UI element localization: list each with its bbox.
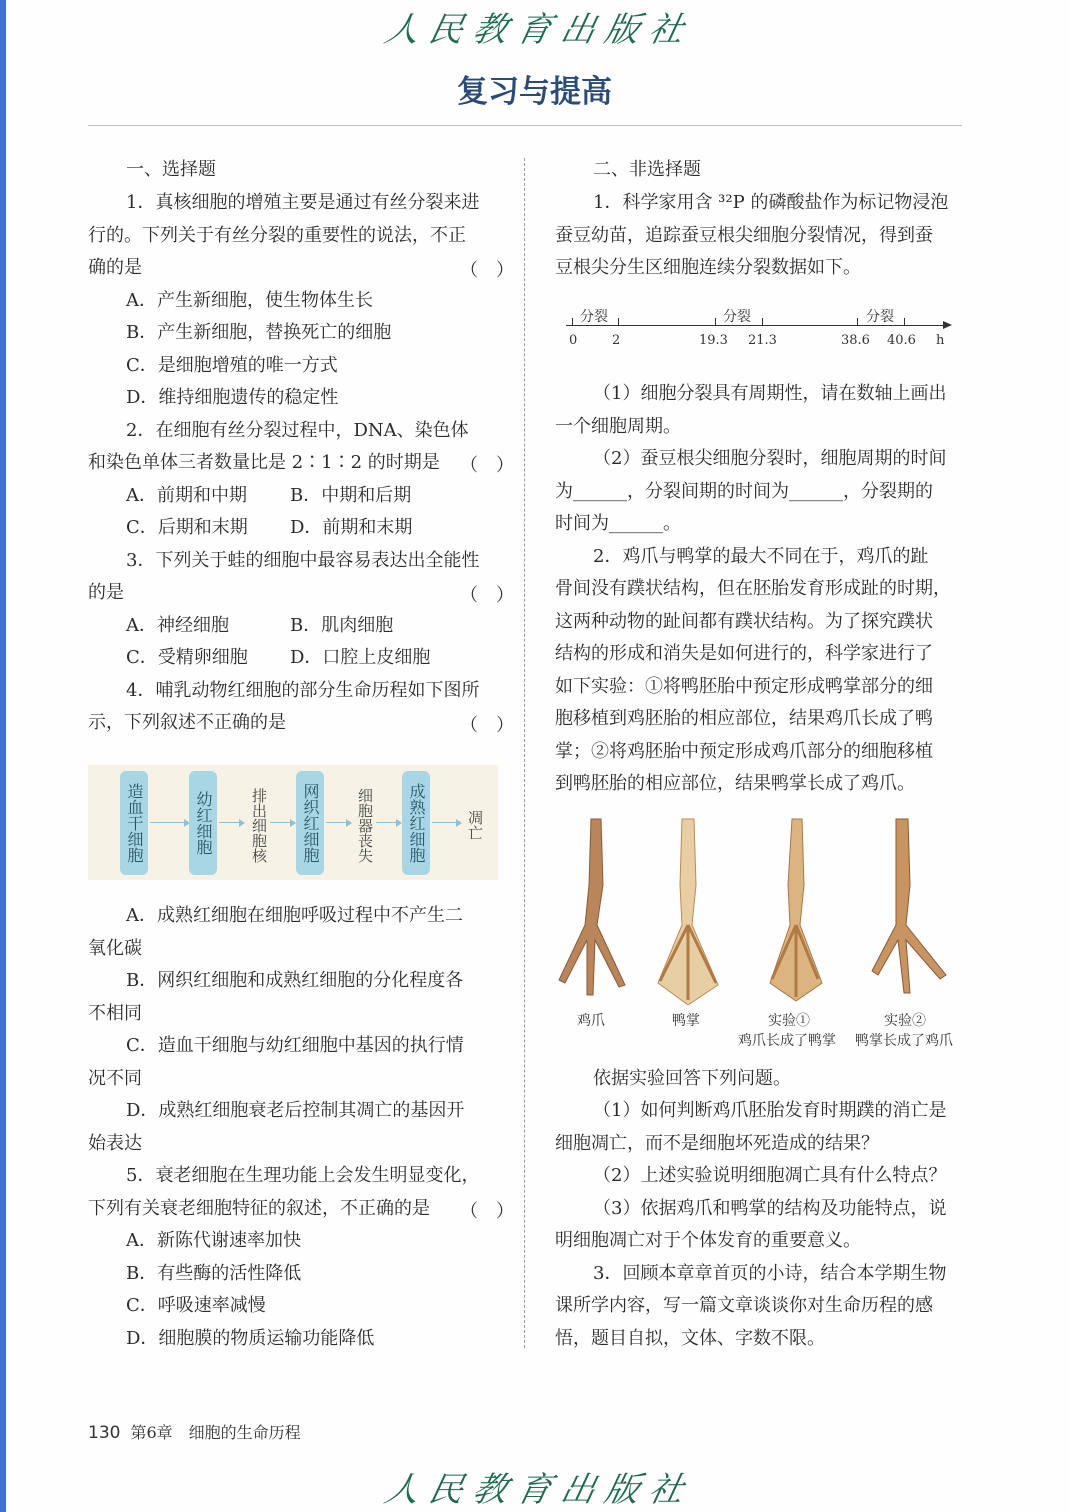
rq1-part: 一个细胞周期。 — [555, 416, 681, 437]
q3-text: 的是 — [88, 582, 124, 603]
page-title: 复习与提高 — [457, 74, 612, 110]
q5-text: 下列有关衰老细胞特征的叙述，不正确的是 — [88, 1198, 430, 1219]
flow-step-enucleation: 排出细胞核 — [250, 787, 268, 863]
tick-label: 21.3 — [748, 333, 777, 348]
tick-label: 2 — [612, 333, 621, 348]
option: D．维持细胞遗传的稳定性 — [126, 387, 339, 408]
caption-exp2: 实验② — [884, 1013, 926, 1029]
chicken-foot-image — [555, 815, 635, 1005]
rq1-text: 豆根尖分生区细胞连续分裂数据如下。 — [555, 257, 861, 278]
option: B．中期和后期 — [290, 485, 412, 506]
section-heading-nonchoice: 二、非选择题 — [593, 159, 701, 180]
q5-text: 5．衰老细胞在生理功能上会发生明显变化， — [126, 1165, 480, 1186]
page-footer — [88, 1420, 301, 1443]
rq1-part: （1）细胞分裂具有周期性，请在数轴上画出 — [593, 383, 947, 404]
caption-exp1: 实验① — [768, 1013, 810, 1029]
q1-text: 行的。下列关于有丝分裂的重要性的说法，不正 — [88, 225, 466, 246]
rq2-text: 2．鸡爪与鸭掌的最大不同在于，鸡爪的趾 — [593, 546, 929, 567]
flow-box-reticulocyte: 网织红细胞 — [296, 771, 324, 875]
publisher-logo-bottom: 人民教育出版社 — [381, 1470, 698, 1510]
option: D．口腔上皮细胞 — [290, 647, 431, 668]
segment-label: 分裂 — [723, 309, 751, 325]
option: A．前期和中期 — [126, 485, 247, 506]
segment-label: 分裂 — [866, 309, 894, 325]
option: 始表达 — [88, 1133, 142, 1154]
q3-text: 3．下列关于蛙的细胞中最容易表达出全能性 — [126, 550, 480, 571]
rq1-part: 时间为______。 — [555, 513, 681, 534]
option: C．呼吸速率减慢 — [126, 1295, 266, 1316]
rq3-text: 3．回顾本章章首页的小诗，结合本学期生物 — [593, 1263, 947, 1284]
rq1-part: 为______，分裂间期的时间为______，分裂期的 — [555, 481, 933, 502]
flow-step-organelle-loss: 细胞器丧失 — [356, 787, 374, 863]
rq2-text: 掌；②将鸡胚胎中预定形成鸡爪部分的细胞移植 — [555, 741, 933, 762]
option: B．产生新细胞，替换死亡的细胞 — [126, 322, 392, 343]
rq2-part: （3）依据鸡爪和鸭掌的结构及功能特点，说 — [593, 1198, 947, 1219]
option: B．肌肉细胞 — [290, 615, 394, 636]
q2-text: 2．在细胞有丝分裂过程中，DNA、染色体 — [126, 420, 469, 441]
duck-foot-image — [648, 815, 728, 1005]
timeline-tick — [857, 318, 858, 326]
q2-text: 和染色单体三者数量比是 2∶1∶2 的时期是 — [88, 452, 440, 473]
rq2-text: 如下实验：①将鸭胚胎中预定形成鸭掌部分的细 — [555, 676, 933, 697]
tick-label: 19.3 — [699, 333, 728, 348]
page-number: 130 — [88, 1423, 121, 1443]
flow-arrow — [376, 822, 400, 823]
rq2-part: 依据实验回答下列问题。 — [593, 1068, 791, 1089]
experiment2-foot-image — [870, 815, 950, 1005]
option: C．是细胞增殖的唯一方式 — [126, 355, 338, 376]
timeline-tick — [904, 318, 905, 326]
experiment1-foot-image — [756, 815, 836, 1005]
column-divider — [524, 158, 525, 1348]
tick-label: 40.6 — [887, 333, 916, 348]
rq3-text: 课所学内容，写一篇文章谈谈你对生命历程的感 — [555, 1295, 933, 1316]
flow-arrow — [432, 822, 460, 823]
rq2-part: 明细胞凋亡对于个体发育的重要意义。 — [555, 1230, 861, 1251]
answer-paren: （ ） — [460, 715, 514, 736]
rq2-text: 到鸭胚胎的相应部位，结果鸭掌长成了鸡爪。 — [555, 773, 915, 794]
q4-text: 示，下列叙述不正确的是 — [88, 712, 286, 733]
timeline-tick — [715, 318, 716, 326]
red-cell-flow-diagram — [88, 765, 498, 880]
timeline-tick — [762, 318, 763, 326]
q1-text: 确的是 — [88, 257, 142, 278]
answer-paren: （ ） — [460, 1201, 514, 1222]
option: 况不同 — [88, 1068, 142, 1089]
caption-exp1-result: 鸡爪长成了鸭掌 — [738, 1033, 836, 1049]
option: C．受精卵细胞 — [126, 647, 248, 668]
flow-arrow — [150, 822, 188, 823]
tick-label: 38.6 — [841, 333, 870, 348]
option: D．前期和末期 — [290, 517, 413, 538]
section-heading-choice: 一、选择题 — [126, 159, 216, 180]
rq1-text: 蚕豆幼苗，追踪蚕豆根尖细胞分裂情况，得到蚕 — [555, 225, 933, 246]
rq2-text: 结构的形成和消失是如何进行的，科学家进行了 — [555, 643, 933, 664]
answer-paren: （ ） — [460, 455, 514, 476]
option: B．网织红细胞和成熟红细胞的分化程度各 — [126, 970, 464, 991]
flow-box-erythroblast: 幼红细胞 — [189, 771, 217, 875]
flow-box-mature-rbc: 成熟红细胞 — [402, 771, 430, 875]
rq2-part: 细胞凋亡，而不是细胞坏死造成的结果？ — [555, 1133, 879, 1154]
flow-box-stem-cell: 造血干细胞 — [120, 771, 148, 875]
rq3-text: 悟，题目自拟，文体、字数不限。 — [555, 1328, 825, 1349]
rq1-text: 1．科学家用含 ³²P 的磷酸盐作为标记物浸泡 — [593, 192, 949, 213]
page-edge-bar — [0, 0, 6, 1512]
option: D．成熟红细胞衰老后控制其凋亡的基因开 — [126, 1100, 465, 1121]
option: C．后期和末期 — [126, 517, 248, 538]
rq2-part: （2）上述实验说明细胞凋亡具有什么特点？ — [593, 1165, 947, 1186]
answer-paren: （ ） — [460, 260, 514, 281]
timeline-tick — [572, 318, 573, 326]
title-divider — [88, 125, 962, 126]
flow-step-apoptosis: 凋亡 — [466, 810, 484, 840]
caption-chicken: 鸡爪 — [577, 1013, 605, 1029]
timeline-tick — [618, 318, 619, 326]
rq1-part: （2）蚕豆根尖细胞分裂时，细胞周期的时间 — [593, 448, 947, 469]
tick-label: 0 — [569, 333, 578, 348]
rq2-text: 这两种动物的趾间都有蹼状结构。为了探究蹼状 — [555, 611, 933, 632]
option: A．成熟红细胞在细胞呼吸过程中不产生二 — [126, 905, 463, 926]
tick-label: h — [936, 333, 945, 348]
segment-label: 分裂 — [580, 309, 608, 325]
rq2-text: 骨间没有蹼状结构，但在胚胎发育形成趾的时期， — [555, 578, 951, 599]
option: A．神经细胞 — [126, 615, 229, 636]
option: B．有些酶的活性降低 — [126, 1263, 302, 1284]
option: D．细胞膜的物质运输功能降低 — [126, 1328, 375, 1349]
q4-text: 4．哺乳动物红细胞的部分生命历程如下图所 — [126, 680, 480, 701]
q1-text: 1．真核细胞的增殖主要是通过有丝分裂来进 — [126, 192, 480, 213]
option: C．造血干细胞与幼红细胞中基因的执行情 — [126, 1035, 464, 1056]
publisher-logo-top: 人民教育出版社 — [381, 10, 698, 50]
caption-exp2-result: 鸭掌长成了鸡爪 — [855, 1033, 953, 1049]
chapter-label: 第6章 细胞的生命历程 — [130, 1423, 301, 1442]
option: A．新陈代谢速率加快 — [126, 1230, 301, 1251]
flow-arrow — [270, 822, 294, 823]
option: 氧化碳 — [88, 938, 142, 959]
flow-arrow — [219, 822, 243, 823]
rq2-part: （1）如何判断鸡爪胚胎发育时期蹼的消亡是 — [593, 1100, 947, 1121]
option: 不相同 — [88, 1003, 142, 1024]
flow-arrow — [326, 822, 350, 823]
rq2-text: 胞移植到鸡胚胎的相应部位，结果鸡爪长成了鸭 — [555, 708, 933, 729]
option: A．产生新细胞，使生物体生长 — [126, 290, 373, 311]
caption-duck: 鸭掌 — [672, 1013, 700, 1029]
answer-paren: （ ） — [460, 585, 514, 606]
